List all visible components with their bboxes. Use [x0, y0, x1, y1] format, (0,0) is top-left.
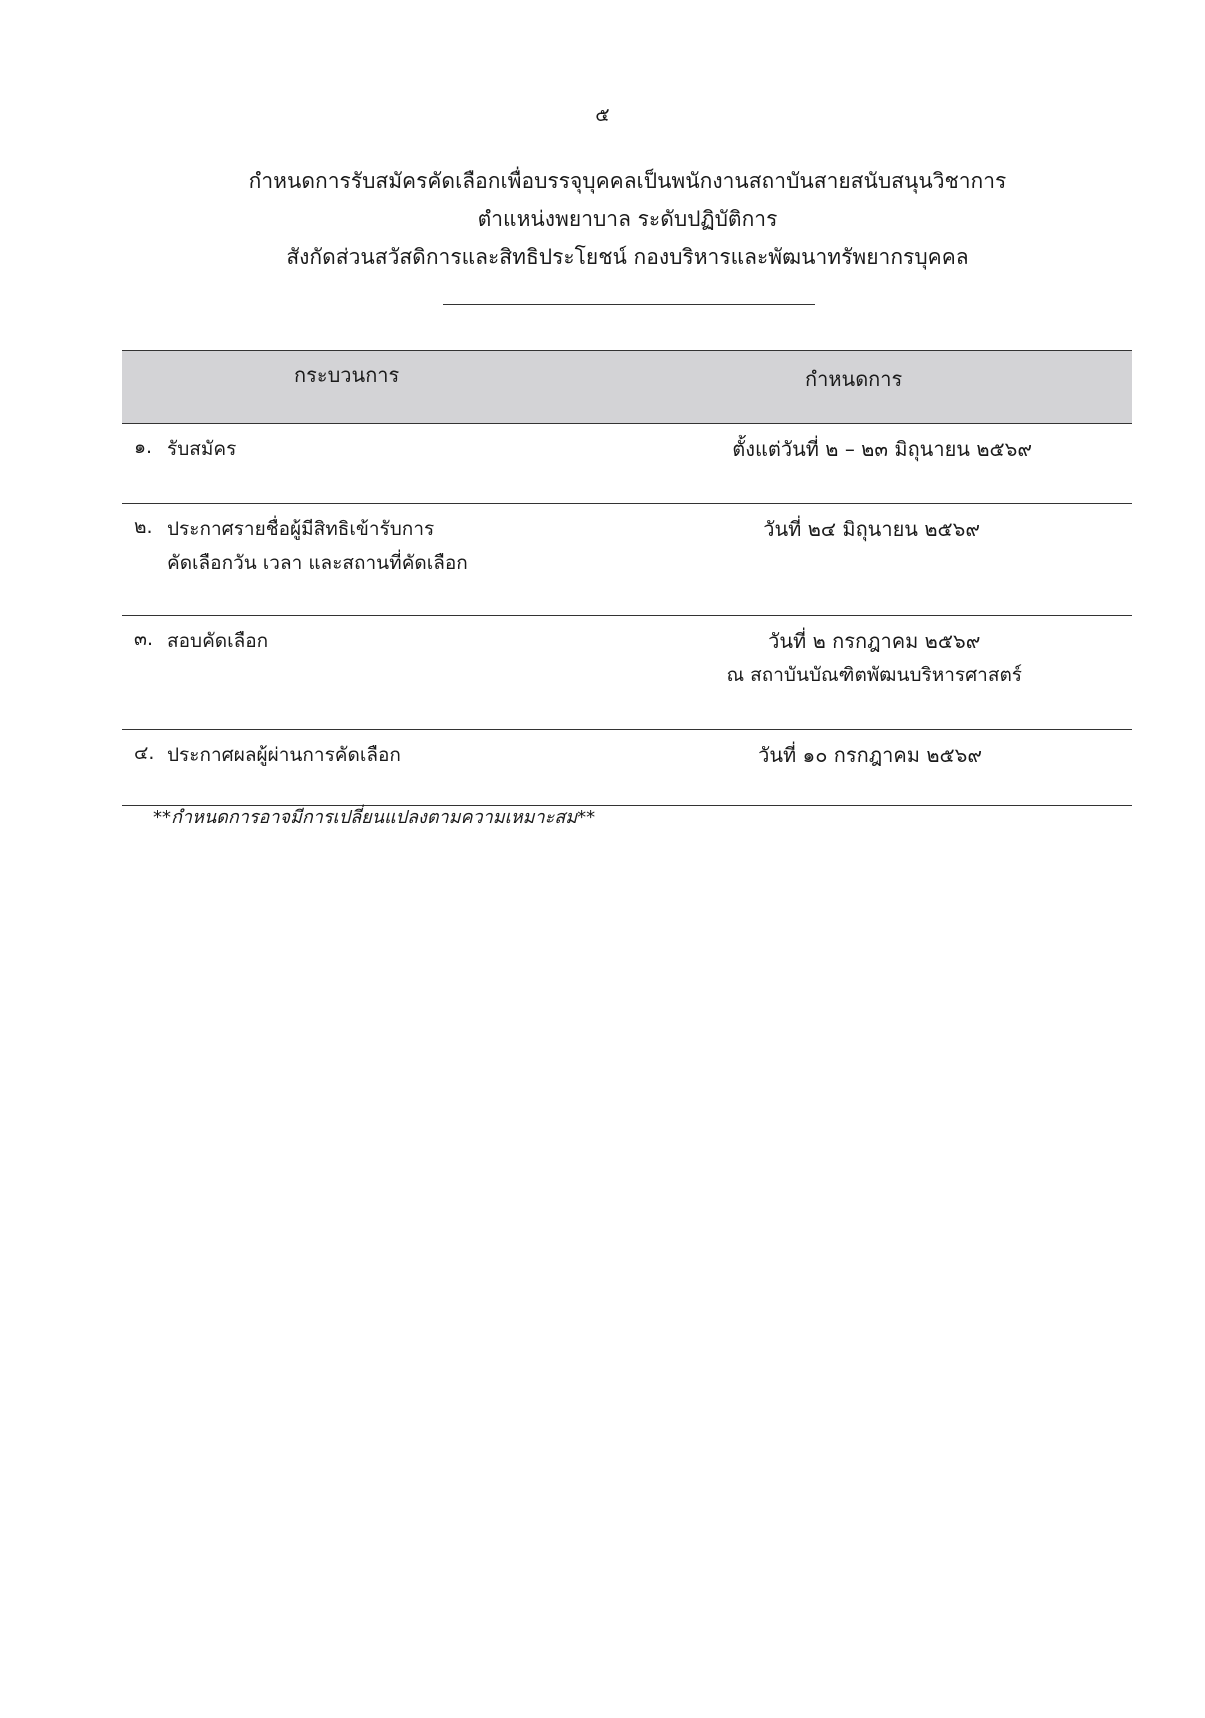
schedule-date: วันที่ ๒๔ มิถุนายน ๒๕๖๙ [763, 517, 980, 541]
process-text: ประกาศรายชื่อผู้มีสิทธิเข้ารับการ [167, 518, 435, 540]
title-underline-divider [443, 304, 815, 305]
row-process [167, 624, 268, 658]
row-schedule [732, 432, 1032, 466]
title-line-2: ตำแหน่งพยาบาล ระดับปฏิบัติการ [477, 207, 778, 231]
header-process: กระบวนการ [294, 363, 400, 387]
table-header [122, 350, 1132, 424]
schedule-note: **กำหนดการอาจมีการเปลี่ยนแปลงตามความเหมาะสม** [153, 807, 596, 828]
process-text: ประกาศผลผู้ผ่านการคัดเลือก [167, 744, 401, 766]
table-row [122, 730, 1132, 806]
row-number: ๒. [134, 516, 153, 538]
schedule-table [122, 350, 1132, 806]
row-process [167, 432, 236, 466]
row-number: ๔. [134, 742, 155, 764]
row-number: ๑. [134, 436, 153, 458]
process-text: รับสมัคร [167, 438, 237, 460]
title-line-1: กำหนดการรับสมัครคัดเลือกเพื่อบรรจุบุคคลเป็นพนักงานสถาบันสายสนับสนุนวิชาการ [248, 169, 1007, 193]
schedule-venue: ณ สถาบันบัณฑิตพัฒนบริหารศาสตร์ [726, 664, 1022, 686]
process-text: สอบคัดเลือก [167, 630, 269, 652]
schedule-date: วันที่ ๑๐ กรกฎาคม ๒๕๖๙ [758, 743, 982, 767]
schedule-date: วันที่ ๒ กรกฎาคม ๒๕๖๙ [768, 629, 981, 653]
page-number: ๕ [595, 104, 610, 126]
document-title [0, 162, 1205, 276]
schedule-date: ตั้งแต่วันที่ ๒ – ๒๓ มิถุนายน ๒๕๖๙ [732, 437, 1032, 461]
table-row [122, 424, 1132, 504]
row-schedule [727, 624, 1023, 692]
row-process [167, 512, 468, 580]
row-process [167, 738, 401, 772]
table-row [122, 616, 1132, 730]
process-text-continued: คัดเลือกวัน เวลา และสถานที่คัดเลือก [167, 552, 468, 574]
row-number: ๓. [134, 628, 154, 650]
table-row [122, 504, 1132, 616]
row-schedule [763, 512, 980, 546]
header-schedule: กำหนดการ [805, 367, 903, 391]
title-line-3: สังกัดส่วนสวัสดิการและสิทธิประโยชน์ กองบริหารและพัฒนาทรัพยากรบุคคล [286, 245, 969, 269]
row-schedule [758, 738, 982, 772]
